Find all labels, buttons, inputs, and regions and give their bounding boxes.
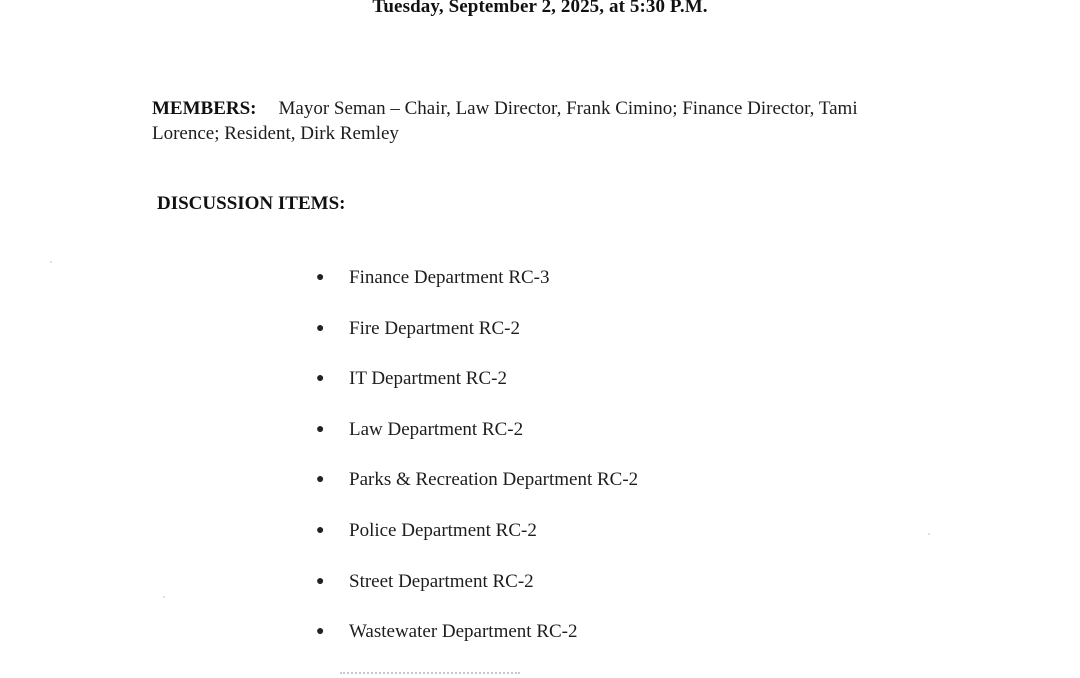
list-item-text: Police Department RC-2 <box>349 519 537 541</box>
members-paragraph <box>152 96 912 146</box>
list-item-text: Fire Department RC-2 <box>349 317 520 339</box>
cutoff-list-item <box>340 668 570 678</box>
bullet-icon: ● <box>316 270 325 285</box>
list-item <box>316 267 638 318</box>
discussion-items-list <box>316 267 638 672</box>
members-label: MEMBERS: <box>152 98 257 119</box>
bullet-icon: ● <box>316 320 325 336</box>
bullet-icon: ● <box>316 573 325 589</box>
bullet-icon: ● <box>316 624 325 640</box>
scan-speck <box>50 261 52 263</box>
bullet-icon: ● <box>316 371 325 387</box>
list-item <box>316 469 638 520</box>
list-item-text: Law Department RC-2 <box>349 418 524 440</box>
list-item <box>316 368 638 419</box>
scan-speck <box>928 533 930 535</box>
meeting-date-line: Tuesday, September 2, 2025, at 5:30 P.M. <box>372 0 708 17</box>
list-item-text: IT Department RC-2 <box>349 368 507 390</box>
bullet-icon: ● <box>316 472 325 488</box>
list-item <box>316 318 638 369</box>
list-item <box>316 419 638 470</box>
list-item <box>316 571 638 622</box>
list-item <box>316 621 638 672</box>
list-item-text: Street Department RC-2 <box>349 570 534 592</box>
bullet-icon: ● <box>316 522 325 538</box>
list-item-text: Wastewater Department RC-2 <box>349 621 578 643</box>
cutoff-text-remnant <box>340 672 520 678</box>
discussion-items-heading: DISCUSSION ITEMS: <box>157 193 346 214</box>
list-item <box>316 520 638 571</box>
scan-speck <box>163 596 165 598</box>
members-list: Mayor Seman – Chair, Law Director, Frank Cimino; Finance Director, Tami Lorence; Resident, Dirk Remley <box>152 98 858 144</box>
list-item-text: Finance Department RC-3 <box>349 267 550 288</box>
list-item-text: Parks & Recreation Department RC-2 <box>349 469 639 491</box>
bullet-icon: ● <box>316 421 325 437</box>
